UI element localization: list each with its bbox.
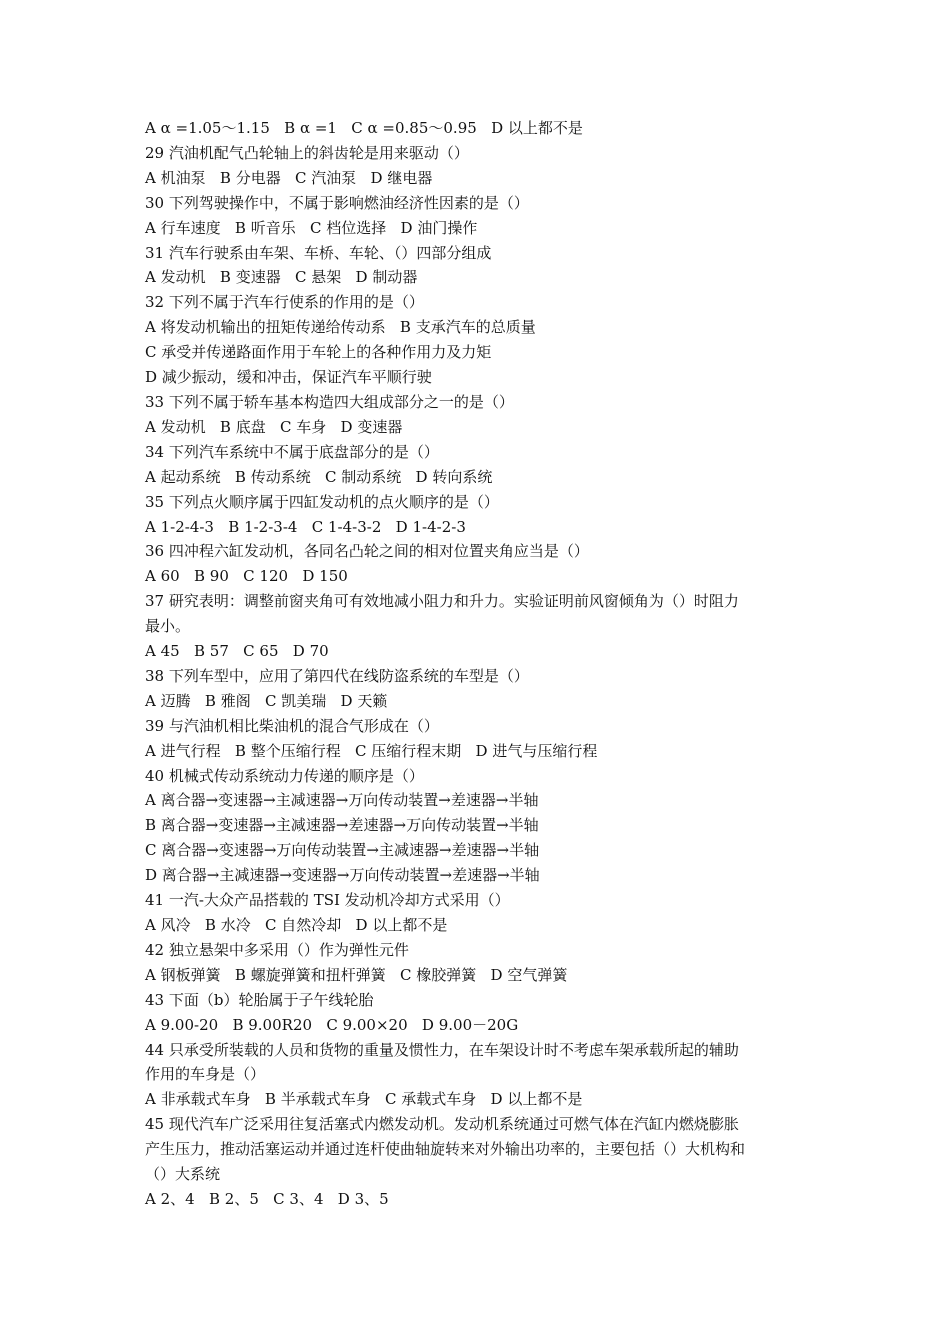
text-line: D 离合器→主减速器→变速器→万向传动装置→差速器→半轴 bbox=[145, 866, 540, 885]
text-line: A α =1.05～1.15 B α =1 C α =0.85～0.95 D 以上都不是 bbox=[145, 119, 583, 137]
text-line: A 起动系统 B 传动系统 C 制动系统 D 转向系统 bbox=[145, 467, 493, 486]
text-line: 36 四冲程六缸发动机，各同名凸轮之间的相对位置夹角应当是（） bbox=[145, 542, 589, 561]
text-line: 29 汽油机配气凸轮轴上的斜齿轮是用来驱动（） bbox=[145, 143, 469, 162]
text-line: 31 汽车行驶系由车架、车桥、车轮、（）四部分组成 bbox=[145, 243, 492, 262]
text-line: A 非承载式车身 B 半承载式车身 C 承载式车身 D 以上都不是 bbox=[145, 1090, 583, 1109]
text-line: 40 机械式传动系统动力传递的顺序是（） bbox=[145, 766, 424, 785]
text-line: 30 下列驾驶操作中，不属于影响燃油经济性因素的是（） bbox=[145, 193, 529, 212]
text-line: 44 只承受所装载的人员和货物的重量及惯性力，在车架设计时不考虑车架承载所起的辅助 bbox=[145, 1040, 739, 1059]
text-line: 41 一汽-大众产品搭载的 TSI 发动机冷却方式采用（） bbox=[145, 891, 510, 910]
text-line: A 离合器→变速器→主减速器→万向传动装置→差速器→半轴 bbox=[145, 791, 539, 810]
text-line: 37 研究表明：调整前窗夹角可有效地减小阻力和升力。实验证明前风窗倾角为（）时阻力 bbox=[145, 592, 739, 611]
text-line: A 机油泵 B 分电器 C 汽油泵 D 继电器 bbox=[145, 168, 433, 187]
text-line: 32 下列不属于汽车行使系的作用的是（） bbox=[145, 293, 424, 312]
text-line: 34 下列汽车系统中不属于底盘部分的是（） bbox=[145, 442, 439, 461]
text-line: C 离合器→变速器→万向传动装置→主减速器→差速器→半轴 bbox=[145, 841, 540, 860]
text-line: A 9.00-20 B 9.00R20 C 9.00×20 D 9.00－20G bbox=[145, 1015, 519, 1034]
text-line: A 钢板弹簧 B 螺旋弹簧和扭杆弹簧 C 橡胶弹簧 D 空气弹簧 bbox=[145, 965, 568, 984]
text-line: A 将发动机输出的扭矩传递给传动系 B 支承汽车的总质量 bbox=[145, 318, 536, 337]
text-line: A 发动机 B 底盘 C 车身 D 变速器 bbox=[145, 417, 403, 436]
text-line: 38 下列车型中，应用了第四代在线防盗系统的车型是（） bbox=[145, 666, 529, 685]
text-line: 产生压力，推动活塞运动并通过连杆使曲轴旋转来对外输出功率的，主要包括（）大机构和 bbox=[145, 1140, 746, 1159]
text-line: A 风冷 B 水冷 C 自然冷却 D 以上都不是 bbox=[145, 916, 448, 934]
text-line: 最小。 bbox=[145, 617, 191, 636]
text-line: C 承受并传递路面作用于车轮上的各种作用力及力矩 bbox=[145, 343, 492, 362]
text-line: A 45 B 57 C 65 D 70 bbox=[145, 642, 329, 661]
text-line: 45 现代汽车广泛采用往复活塞式内燃发动机。发动机系统通过可燃气体在汽缸内燃烧膨胀 bbox=[145, 1115, 739, 1134]
text-line: A 2、4 B 2、5 C 3、4 D 3、5 bbox=[145, 1189, 389, 1208]
text-line: 33 下列不属于轿车基本构造四大组成部分之一的是（） bbox=[145, 392, 514, 411]
text-line: A 60 B 90 C 120 D 150 bbox=[145, 567, 348, 586]
text-line: 43 下面（b）轮胎属于子午线轮胎 bbox=[145, 990, 374, 1009]
text-line: 42 独立悬架中多采用（）作为弹性元件 bbox=[145, 940, 409, 959]
text-line: A 迈腾 B 雅阁 C 凯美瑞 D 天籁 bbox=[145, 691, 388, 710]
text-line: 35 下列点火顺序属于四缸发动机的点火顺序的是（） bbox=[145, 492, 499, 511]
text-line: 作用的车身是（） bbox=[145, 1065, 266, 1084]
text-line: B 离合器→变速器→主减速器→差速器→万向传动装置→半轴 bbox=[145, 816, 539, 835]
text-line: （）大系统 bbox=[145, 1165, 221, 1184]
text-line: D 减少振动，缓和冲击，保证汽车平顺行驶 bbox=[145, 368, 432, 387]
text-line: A 进气行程 B 整个压缩行程 C 压缩行程末期 D 进气与压缩行程 bbox=[145, 741, 598, 760]
document-body bbox=[145, 116, 815, 1212]
text-line: 39 与汽油机相比柴油机的混合气形成在（） bbox=[145, 716, 439, 735]
text-line: A 行车速度 B 听音乐 C 档位选择 D 油门操作 bbox=[145, 218, 478, 237]
text-line: A 发动机 B 变速器 C 悬架 D 制动器 bbox=[145, 268, 418, 287]
text-line: A 1-2-4-3 B 1-2-3-4 C 1-4-3-2 D 1-4-2-3 bbox=[145, 517, 466, 536]
